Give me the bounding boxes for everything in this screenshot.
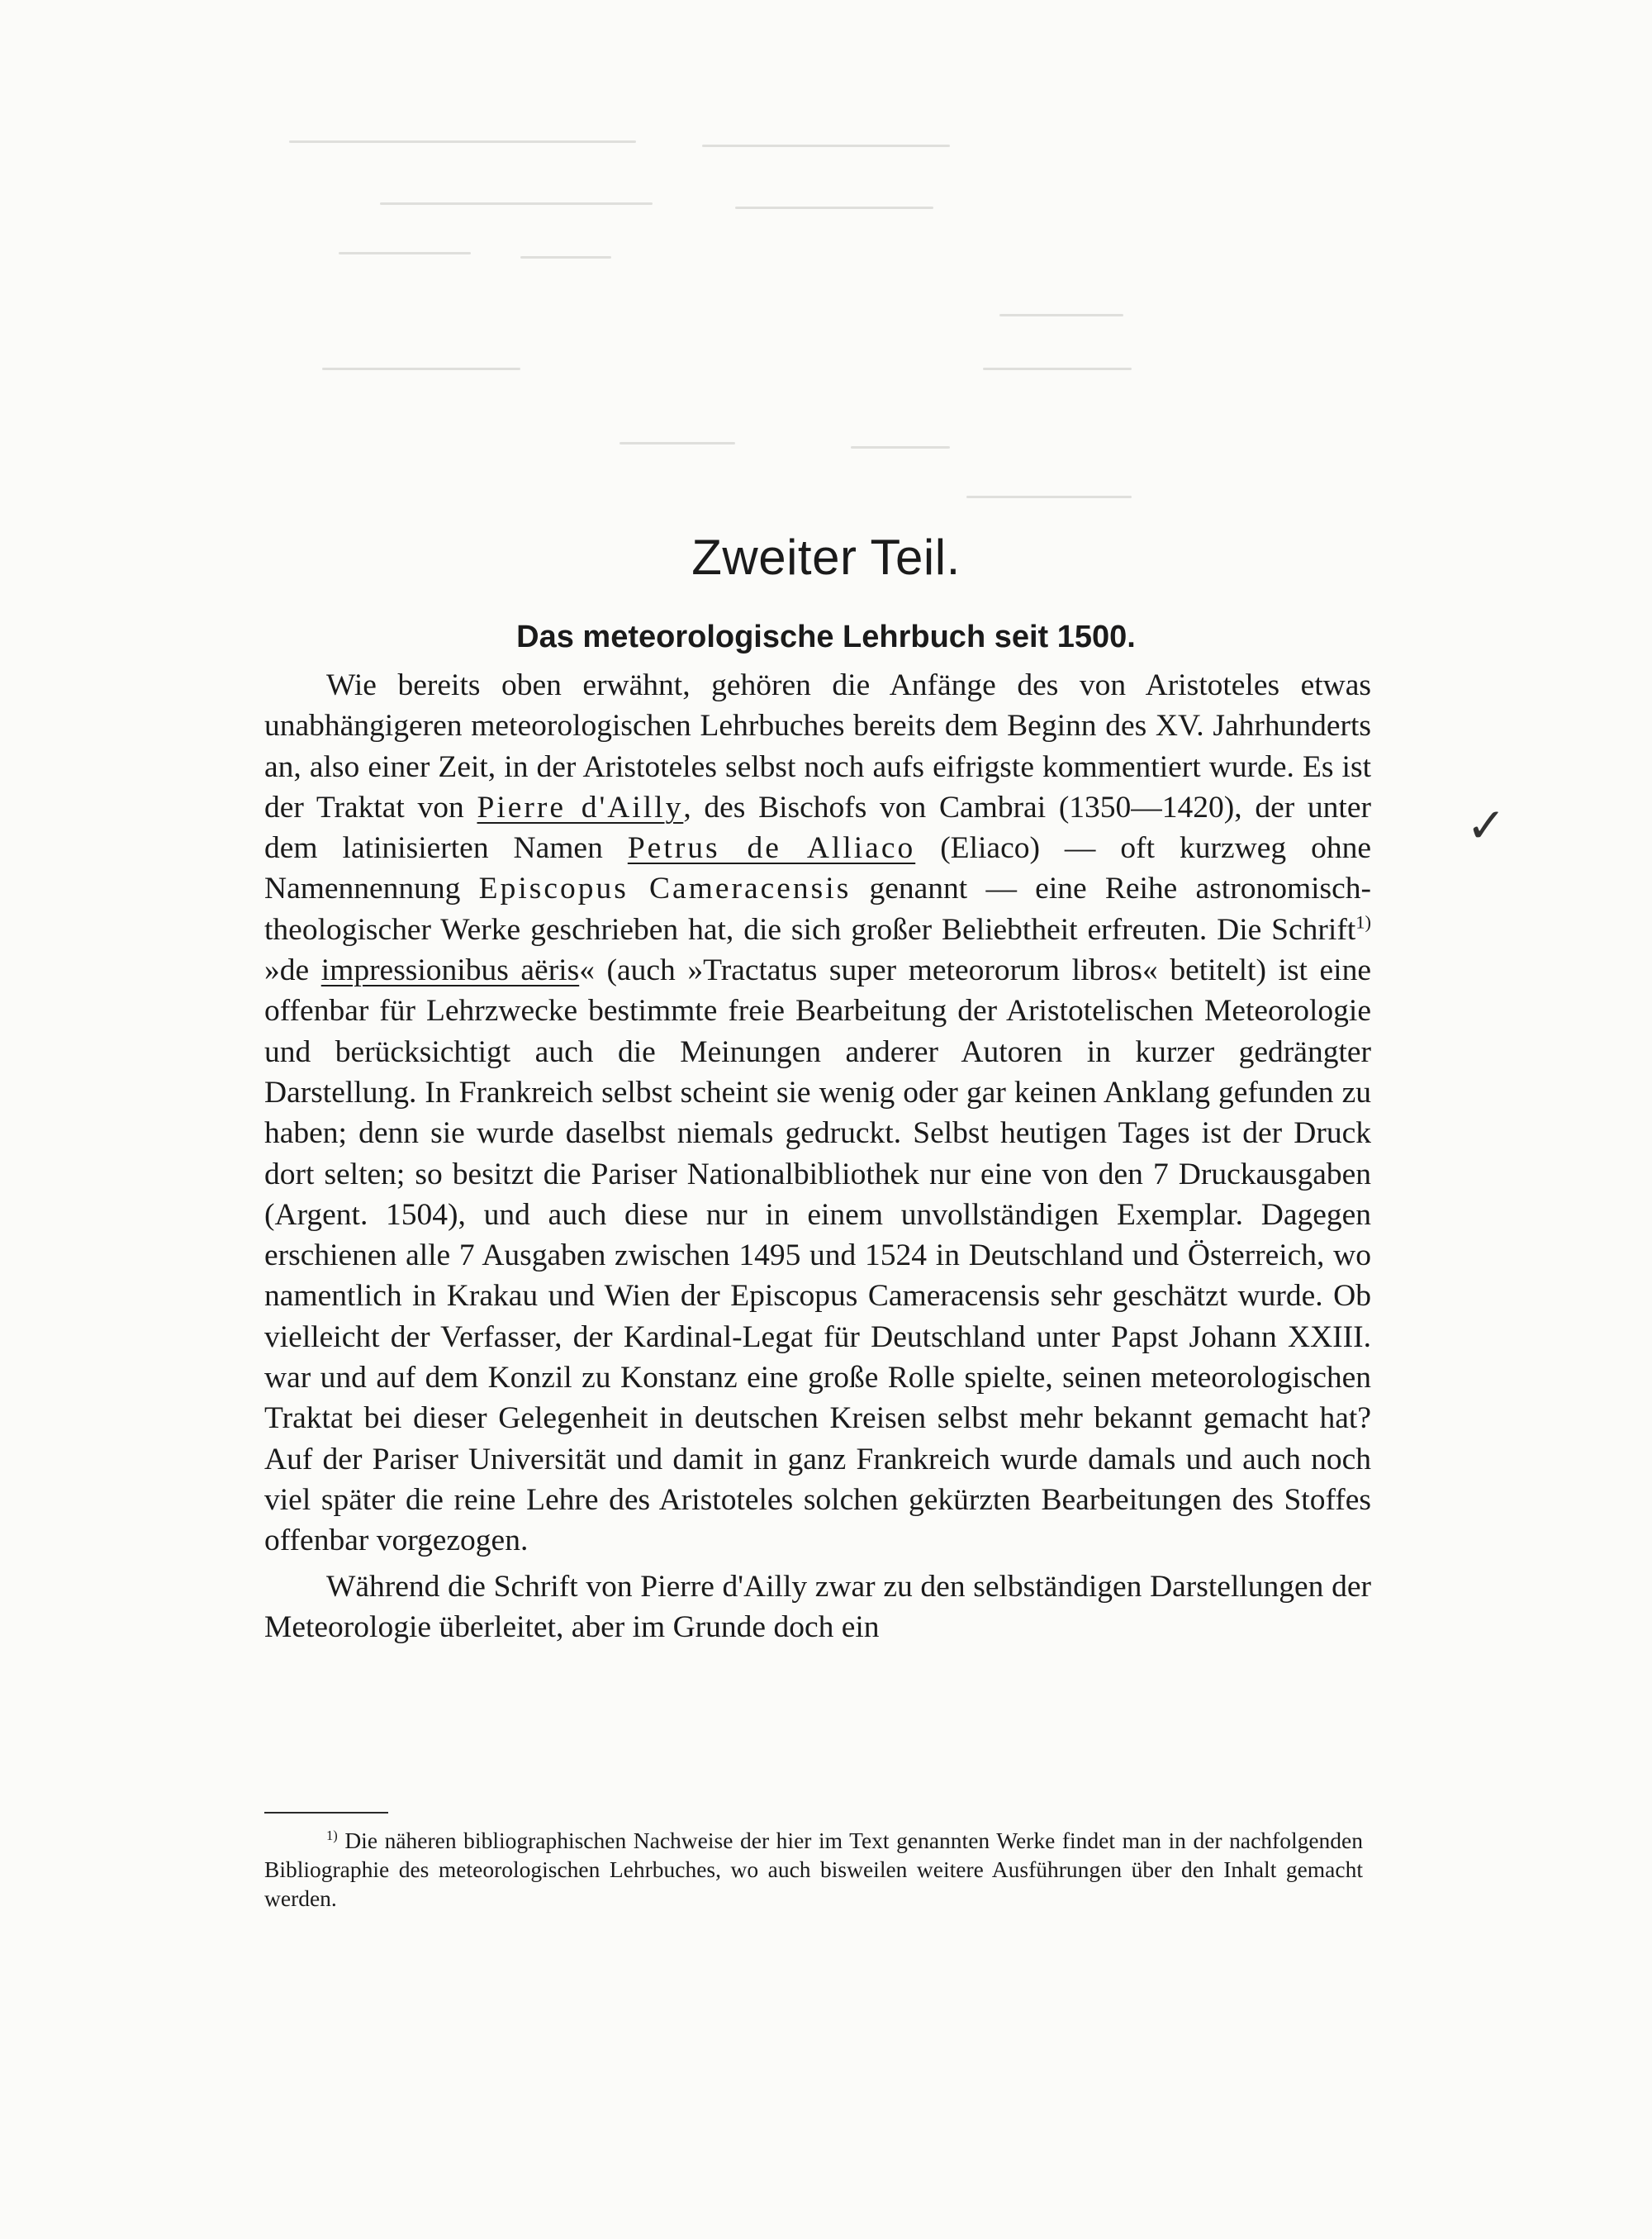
paragraph-text: (Eliaco) — oft kurzweg ohne Namennennung	[264, 831, 1372, 906]
paragraph-text: genannt — eine Reihe astronomisch-theologischer Werke geschrieben hat, die sich großer Beliebtheit erfreuten. Die Schrift	[264, 872, 1372, 947]
paragraph-1	[264, 665, 1371, 1562]
paragraph-text: »de	[264, 953, 321, 988]
part-title: Zweiter Teil.	[691, 530, 961, 585]
paragraph-text: Wie bereits oben erwähnt, gehören die Anfänge des von Aristoteles etwas unabhängigeren meteorologischen Lehrbuches bereits dem Beginn des XV. Jahrhunderts an, also einer Zeit, in der Aristoteles selbst noch aufs eifrigste kommentiert wurde. Es ist der Traktat von	[264, 668, 1371, 825]
work-title: impressionibus aëris	[320, 953, 580, 988]
name-petrus-de-alliaco: Petrus de Alliaco	[627, 831, 916, 866]
footnote	[264, 1826, 1363, 1913]
footnote-reference: 1)	[1355, 911, 1371, 933]
checkmark-annotation: ✓	[1466, 797, 1507, 853]
footnote-divider	[264, 1812, 388, 1814]
chapter-title: Das meteorologische Lehrbuch seit 1500.	[516, 620, 1136, 654]
paragraph-2: Während die Schrift von Pierre d'Ailly zwar zu den selbständigen Darstellungen der Meteorologie überleitet, aber im Grunde doch ein	[264, 1569, 1371, 1644]
paragraph-text: , des Bischofs von Cambrai (1350—1420), der unter dem latinisierten Namen	[264, 790, 1371, 866]
footnote-text: Die näheren bibliographischen Nachweise der hier im Text genannten Werke findet man in der nachfolgenden Bibliographie des meteorologischen Lehrbuches, wo auch bisweilen weitere Ausführungen über den Inhalt gemacht werden.	[264, 1828, 1363, 1911]
paragraph-text: « (auch »Tractatus super meteororum libros« betitelt) ist eine offenbar für Lehrzwecke bestimmte freie Bearbeitung der Aristotelischen Meteorologie und berücksichtigt auch die Meinungen anderer Autoren in kurzer gedrängter Darstellung. In Frankreich selbst scheint sie wenig oder gar keinen Anklang gefunden zu haben; denn sie wurde daselbst niemals gedruckt. Selbst heutigen Tages ist der Druck dort selten; so besitzt die Pariser Nationalbibliothek nur eine von den 7 Druckausgaben (Argent. 1504), und auch diese nur in einem unvollständigen Exemplar. Dagegen erschienen alle 7 Ausgaben zwischen 1495 und 1524 in Deutschland und Österreich, wo namentlich in Krakau und Wien der Episcopus Cameracensis sehr geschätzt wurde. Ob vielleicht der Verfasser, der Kardinal-Legat für Deutschland unter Papst Johann XXIII. war und auf dem Konzil zu Konstanz eine große Rolle spielte, seinen meteorologischen Traktat bei dieser Gelegenheit in deutschen Kreisen selbst mehr bekannt gemacht hat? Auf der Pariser Universität und damit in ganz Frankreich wurde damals und auch noch viel später die reine Lehre des Aristoteles solchen gekürzten Bearbeitungen des Stoffes offenbar vorgezogen.	[264, 953, 1371, 1558]
footnote-mark: 1)	[326, 1827, 338, 1843]
body-text	[264, 665, 1371, 1647]
name-episcopus-cameracensis: Episcopus Cameracensis	[478, 872, 852, 906]
bleed-through-text	[273, 128, 1148, 516]
name-pierre-dailly: Pierre d'Ailly	[477, 790, 684, 825]
